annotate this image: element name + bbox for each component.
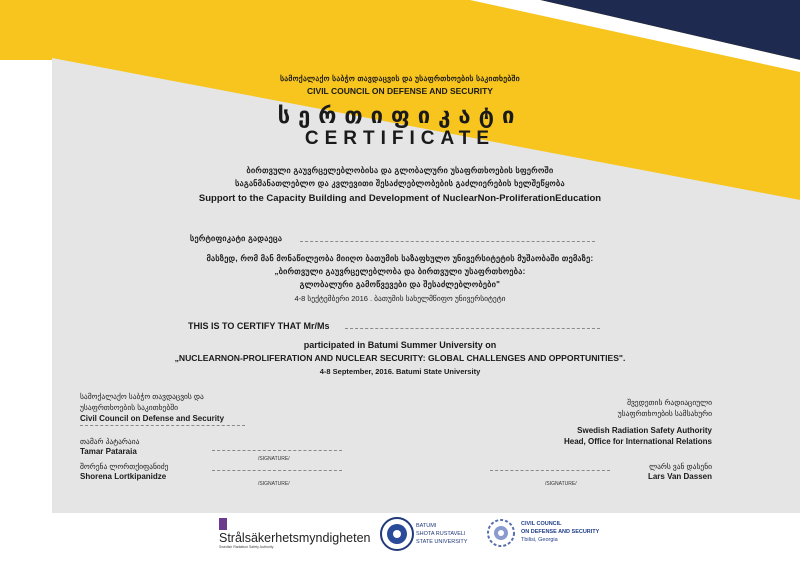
ccds-emblem-icon <box>485 517 517 551</box>
ssm-logo-icon <box>219 518 227 530</box>
issued-to-label: სერტიფიკატი გადაეცა <box>190 234 283 243</box>
signature1-label: /SIGNATURE/ <box>258 456 290 462</box>
signatory2-name-ka: შორენა ლორთქიფანიძე <box>80 462 169 471</box>
ka-body-line4: 4-8 სექტემბერი 2016 . ბათუმის სახელმწიფო უნივერსიტეტი <box>294 294 506 303</box>
program-en: Support to the Capacity Building and Development of NuclearNon-ProliferationEducation <box>198 193 602 204</box>
bsu-line2: SHOTA RUSTAVELI <box>416 531 466 537</box>
council-name-en: CIVIL COUNCIL ON DEFENSE AND SECURITY <box>307 86 493 96</box>
ka-body-line3: გლობალური გამოწვევები და შესაძლებლობები" <box>299 280 501 289</box>
left-org-ka-line2: უსაფრთხოების საკითხებში <box>80 403 179 412</box>
ssm-subtitle: Swedish Radiation Safety Authority <box>219 545 274 549</box>
en-body-line1: participated in Batumi Summer University on <box>303 340 497 350</box>
signatory3-name-en: Lars Van Dassen <box>647 472 712 481</box>
right-org-en-line2: Head, Office for International Relations <box>563 437 712 446</box>
ka-body-line1: მასზედ, რომ მან მონაწილეობა მიიღო ბათუმის საზაფხულო უნივერსიტეტის მუშაობაში თემაზე: <box>206 254 594 263</box>
ka-body-line2: „ბირთვული გაუვრცელებლობა და ბირთვული უსაფრთხოება: <box>274 267 526 276</box>
signature2-line <box>212 470 342 471</box>
program-ka-line2: საგანმანათლებლო და კვლევითი შესაძლებლობების გაძლიერების ხელშეწყობა <box>235 179 565 188</box>
ccds-line2: ON DEFENSE AND SECURITY <box>521 529 600 535</box>
ccds-line3: Tbilisi, Georgia <box>521 537 558 543</box>
signature3-line <box>490 470 610 471</box>
en-body-line3: 4-8 September, 2016. Batumi State University <box>319 367 481 376</box>
logo-footer <box>0 513 800 566</box>
bsu-line1: BATUMI <box>416 523 437 529</box>
bsu-emblem-icon <box>380 517 414 551</box>
council-name-ka: სამოქალაქო საბჭო თავდაცვის და უსაფრთხოების საკითხებში <box>280 74 520 83</box>
ccds-line1: CIVIL COUNCIL <box>521 521 562 527</box>
right-org-ka-line2: უსაფრთხოების სამსახური <box>617 409 712 418</box>
certify-label: THIS IS TO CERTIFY THAT Mr/Ms <box>188 321 330 331</box>
signatory1-name-en: Tamar Pataraia <box>80 447 137 456</box>
signatory1-name-ka: თამარ პატარაია <box>80 437 140 446</box>
left-org-line <box>80 425 245 426</box>
signatory3-name-ka: ლარს ვან დასენი <box>649 462 712 471</box>
signature2-label: /SIGNATURE/ <box>258 481 290 487</box>
issued-to-line <box>300 241 595 242</box>
signatory2-name-en: Shorena Lortkipanidze <box>80 472 167 481</box>
title-en: CERTIFICATE <box>304 128 496 149</box>
certify-line <box>345 328 600 329</box>
right-org-ka-line1: შვედეთის რადიაციული <box>627 398 712 407</box>
signature3-label: /SIGNATURE/ <box>545 481 577 487</box>
en-body-line2: „NUCLEARNON-PROLIFERATION AND NUCLEAR SECURITY: GLOBAL CHALLENGES AND OPPORTUNITIES". <box>174 353 626 363</box>
title-ka: სერთიფიკატი <box>277 104 523 129</box>
right-org-en-line1: Swedish Radiation Safety Authority <box>577 426 712 435</box>
ssm-name: Strålsäkerhetsmyndigheten <box>219 531 371 545</box>
program-ka-line1: ბირთვული გაუვრცელებლობისა და გლობალური უსაფრთხოების სფეროში <box>246 166 554 175</box>
left-org-ka-line1: სამოქალაქო საბჭო თავდაცვის და <box>80 392 204 401</box>
signature1-line <box>212 450 342 451</box>
bsu-line3: STATE UNIVERSITY <box>416 539 468 545</box>
left-org-en: Civil Council on Defense and Security <box>80 414 225 423</box>
